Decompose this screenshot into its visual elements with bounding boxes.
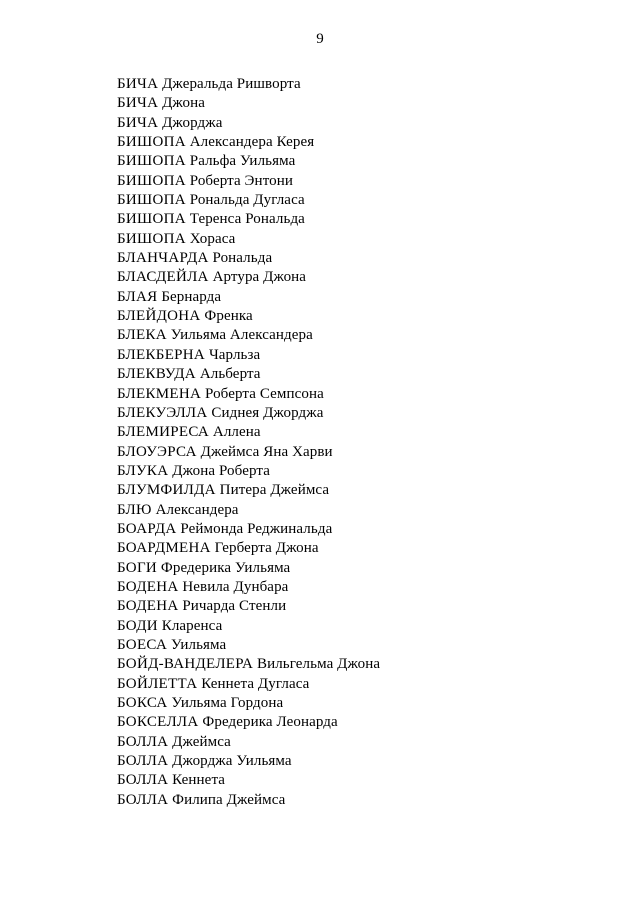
given-names: Питера Джеймса — [219, 482, 330, 499]
surname: БОДИ — [117, 617, 158, 634]
list-item — [117, 249, 380, 268]
given-names: Хораса — [189, 230, 236, 247]
list-item — [117, 230, 380, 249]
list-item — [117, 152, 380, 171]
given-names: Альберта — [199, 366, 261, 383]
surname: БИШОПА — [117, 211, 186, 228]
surname: БЛЕКМЕНА — [117, 385, 202, 402]
list-item — [117, 307, 380, 326]
list-item — [117, 191, 380, 210]
surname: БИШОПА — [117, 192, 186, 209]
surname: БЛЕЙДОНА — [117, 308, 201, 325]
list-item — [117, 133, 380, 152]
list-item — [117, 326, 380, 345]
list-item — [117, 288, 380, 307]
list-item — [117, 114, 380, 133]
given-names: Аллена — [212, 424, 261, 441]
list-item — [117, 771, 380, 790]
given-names: Кеннета Дугласа — [201, 675, 310, 692]
surname: БОДЕНА — [117, 598, 179, 615]
list-item — [117, 210, 380, 229]
list-item — [117, 75, 380, 94]
list-item — [117, 617, 380, 636]
given-names: Джеймса Яна Харви — [200, 443, 333, 460]
list-item — [117, 172, 380, 191]
list-item — [117, 733, 380, 752]
given-names: Джеральда Ришворта — [162, 76, 301, 92]
list-item — [117, 481, 380, 500]
surname: БОЛЛА — [117, 772, 169, 789]
list-item — [117, 675, 380, 694]
list-item — [117, 404, 380, 423]
page-number: 9 — [316, 31, 324, 47]
given-names: Невила Дунбара — [182, 578, 289, 595]
given-names: Джона Роберта — [172, 462, 270, 479]
list-item — [117, 597, 380, 616]
list-item — [117, 636, 380, 655]
given-names: Сиднея Джорджа — [211, 404, 324, 421]
surname: БОЛЛА — [117, 753, 169, 770]
given-names: Джона — [162, 95, 206, 112]
list-item — [117, 423, 380, 442]
given-names: Фредерика Уильяма — [160, 559, 291, 576]
given-names: Вильгельма Джона — [256, 656, 381, 673]
surname: БЛЕКА — [117, 327, 167, 344]
given-names: Фредерика Леонарда — [202, 714, 338, 731]
given-names: Реймонда Реджинальда — [180, 520, 333, 537]
given-names: Александера — [155, 501, 239, 518]
list-item — [117, 346, 380, 365]
given-names: Филипа Джеймса — [172, 791, 286, 808]
given-names: Джеймса — [172, 733, 231, 750]
surname: БЛЮ — [117, 501, 152, 518]
surname: БОЛЛА — [117, 733, 169, 750]
list-item — [117, 713, 380, 732]
surname: БИШОПА — [117, 230, 186, 247]
surname: БИЧА — [117, 114, 159, 131]
surname: БОАРДА — [117, 520, 177, 537]
given-names: Уильяма Александера — [170, 327, 313, 344]
surname: БЛЕКБЕРНА — [117, 346, 206, 363]
list-item — [117, 443, 380, 462]
given-names: Теренса Рональда — [189, 211, 305, 228]
surname: БЛАСДЕЙЛА — [117, 269, 209, 286]
surname: БЛУМФИЛДА — [117, 482, 216, 499]
surname: БИЧА — [117, 76, 159, 92]
given-names: Рональда Дугласа — [189, 192, 305, 209]
given-names: Роберта Семпсона — [205, 385, 324, 402]
surname: БОЛЛА — [117, 791, 169, 808]
surname: БОЙЛЕТТА — [117, 675, 198, 692]
surname: БЛОУЭРСА — [117, 443, 197, 460]
surname: БОКСЕЛЛА — [117, 714, 199, 731]
surname: БИШОПА — [117, 172, 186, 189]
surname: БОАРДМЕНА — [117, 540, 211, 557]
list-item — [117, 520, 380, 539]
list-item — [117, 791, 380, 810]
list-item — [117, 539, 380, 558]
list-item — [117, 694, 380, 713]
list-item — [117, 365, 380, 384]
given-names: Герберта Джона — [214, 540, 319, 557]
surname: БОГИ — [117, 559, 158, 576]
given-names: Бернарда — [161, 288, 222, 305]
surname: БОЕСА — [117, 636, 168, 653]
surname: БОКСА — [117, 695, 168, 711]
list-item — [117, 94, 380, 113]
surname: БОДЕНА — [117, 578, 179, 595]
surname: БЛЕКУЭЛЛА — [117, 404, 208, 421]
surname: БЛУКА — [117, 462, 169, 479]
list-item — [117, 559, 380, 578]
surname: БИЧА — [117, 95, 159, 112]
given-names: Кеннета — [172, 772, 226, 789]
given-names: Кларенса — [161, 617, 223, 634]
given-names: Уильяма Гордона — [171, 695, 284, 711]
given-names: Джорджа — [162, 114, 223, 131]
surname: БЛАНЧАРДА — [117, 250, 209, 267]
given-names: Ричарда Стенли — [182, 598, 287, 615]
list-item — [117, 385, 380, 404]
surname: БЛЕМИРЕСА — [117, 424, 210, 441]
given-names: Френка — [204, 308, 253, 325]
given-names: Александера Керея — [189, 134, 315, 151]
given-names: Рональда — [212, 250, 273, 267]
given-names: Джорджа Уильяма — [172, 753, 292, 770]
surname: БИШОПА — [117, 153, 186, 170]
list-item — [117, 655, 380, 674]
list-item — [117, 752, 380, 771]
surname: БОЙД-ВАНДЕЛЕРА — [117, 656, 254, 673]
surname: БЛЕКВУДА — [117, 366, 196, 383]
given-names: Чарльза — [208, 346, 261, 363]
surname: БЛАЯ — [117, 288, 158, 305]
given-names: Роберта Энтони — [189, 172, 294, 189]
given-names: Уильяма — [170, 636, 227, 653]
list-item — [117, 578, 380, 597]
surname: БИШОПА — [117, 134, 186, 151]
list-item — [117, 268, 380, 287]
name-list — [117, 75, 380, 810]
list-item — [117, 501, 380, 520]
given-names: Артура Джона — [212, 269, 307, 286]
given-names: Ральфа Уильяма — [189, 153, 296, 170]
list-item — [117, 462, 380, 481]
